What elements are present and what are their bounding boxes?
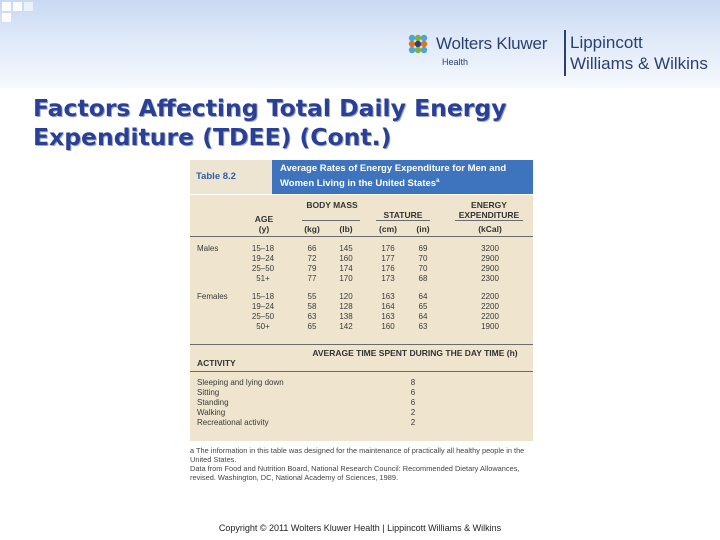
slide-title xyxy=(33,94,713,152)
table-row-male-4-cm: 173 xyxy=(381,274,395,283)
wolters-kluwer-logo-icon xyxy=(406,32,430,56)
stature-group-header: STATURE xyxy=(383,210,423,220)
table-row-male-3-age: 25–50 xyxy=(251,264,275,273)
header-band xyxy=(0,0,720,88)
stature-rule xyxy=(376,220,430,221)
activity-row-4-hours: 2 xyxy=(410,408,416,417)
activity-row-5-hours: 2 xyxy=(410,418,416,427)
table-row-female-3-lb: 138 xyxy=(339,312,353,321)
body-mass-rule xyxy=(302,220,360,221)
table-title-text: Average Rates of Energy Expenditure for Men and Women Living in the United States xyxy=(280,163,507,190)
table-row-female-3-in: 64 xyxy=(418,312,428,321)
table-row-male-4-lb: 170 xyxy=(339,274,353,283)
table-title xyxy=(280,163,530,190)
activity-column-header: ACTIVITY xyxy=(197,358,236,368)
column-header-age: AGE (y) xyxy=(254,214,274,234)
table-title-footnote-mark: a xyxy=(436,178,440,184)
energy-group-header: ENERGY EXPENDITURE xyxy=(458,200,520,220)
table-row-male-4-age: 51+ xyxy=(256,274,270,283)
group-label-males: Males xyxy=(197,244,219,253)
activity-top-rule xyxy=(190,344,533,345)
table-row-male-3-kg: 79 xyxy=(307,264,317,273)
table-row-male-2-age: 19–24 xyxy=(251,254,275,263)
table-row-male-2-kg: 72 xyxy=(307,254,317,263)
energy-expenditure-table xyxy=(187,158,533,494)
header-bottom-rule xyxy=(190,236,533,237)
table-row-female-1-cm: 163 xyxy=(381,292,395,301)
publisher-division: Health xyxy=(442,57,469,67)
time-column-header: AVERAGE TIME SPENT DURING THE DAY TIME (h) xyxy=(312,348,518,358)
table-row-female-3-age: 25–50 xyxy=(251,312,275,321)
table-row-female-2-age: 19–24 xyxy=(251,302,275,311)
body-mass-group-header: BODY MASS xyxy=(306,200,358,210)
table-row-female-4-kcal: 1900 xyxy=(481,322,499,331)
table-row-male-1-in: 69 xyxy=(418,244,428,253)
table-row-male-3-in: 70 xyxy=(418,264,428,273)
table-row-female-4-lb: 142 xyxy=(339,322,353,331)
table-footnote-2: Data from Food and Nutrition Board, National Research Council: Recommended Dietary Allowances, revised. Washington, DC, National Academy of Sciences, 1989. xyxy=(190,464,520,482)
table-row-male-4-in: 68 xyxy=(418,274,428,283)
publisher-logo xyxy=(406,30,718,78)
table-row-male-3-lb: 174 xyxy=(339,264,353,273)
table-row-male-3-kcal: 2900 xyxy=(481,264,499,273)
table-row-female-2-kg: 58 xyxy=(307,302,317,311)
table-row-male-1-kg: 66 xyxy=(307,244,317,253)
copyright-footer: Copyright © 2011 Wolters Kluwer Health | Lippincott Williams & Wilkins xyxy=(218,523,502,533)
column-header-lb: (lb) xyxy=(339,224,353,234)
table-row-female-2-in: 65 xyxy=(418,302,428,311)
activity-row-1-hours: 8 xyxy=(410,378,416,387)
table-number: Table 8.2 xyxy=(196,171,236,182)
table-number-tag xyxy=(190,160,272,194)
column-header-cm: (cm) xyxy=(379,224,397,234)
table-row-male-4-kg: 77 xyxy=(307,274,317,283)
table-row-female-3-kcal: 2200 xyxy=(481,312,499,321)
activity-row-5-label: Recreational activity xyxy=(197,418,269,427)
table-row-male-2-kcal: 2900 xyxy=(481,254,499,263)
table-row-male-1-lb: 145 xyxy=(339,244,353,253)
table-row-female-2-lb: 128 xyxy=(339,302,353,311)
table-row-female-4-age: 50+ xyxy=(256,322,270,331)
table-row-male-4-kcal: 2300 xyxy=(481,274,499,283)
activity-header-rule xyxy=(190,371,533,372)
group-label-females: Females xyxy=(197,292,228,301)
column-header-kg: (kg) xyxy=(304,224,320,234)
table-row-female-4-cm: 160 xyxy=(381,322,395,331)
imprint-line-2: Williams & Wilkins xyxy=(570,54,708,73)
slide-title-line-1: Factors Affecting Total Daily Energy xyxy=(33,94,507,122)
activity-row-1-label: Sleeping and lying down xyxy=(197,378,284,387)
table-row-female-1-kcal: 2200 xyxy=(481,292,499,301)
table-row-male-1-kcal: 3200 xyxy=(481,244,499,253)
activity-row-3-hours: 6 xyxy=(410,398,416,407)
logo-divider xyxy=(564,30,566,76)
table-row-male-2-in: 70 xyxy=(418,254,428,263)
energy-rule xyxy=(455,220,523,221)
activity-row-3-label: Standing xyxy=(197,398,229,407)
publisher-name: Wolters Kluwer xyxy=(436,34,548,53)
table-row-female-1-kg: 55 xyxy=(307,292,317,301)
table-row-female-4-kg: 65 xyxy=(307,322,317,331)
table-row-female-4-in: 63 xyxy=(418,322,428,331)
table-row-male-1-cm: 176 xyxy=(381,244,395,253)
table-row-female-1-in: 64 xyxy=(418,292,428,301)
corner-decoration xyxy=(0,0,40,24)
table-row-male-2-cm: 177 xyxy=(381,254,395,263)
table-row-female-3-kg: 63 xyxy=(307,312,317,321)
table-footnote-1: a The information in this table was designed for the maintenance of practically all healthy people in the United States. xyxy=(190,446,525,464)
table-row-male-3-cm: 176 xyxy=(381,264,395,273)
table-row-male-2-lb: 160 xyxy=(339,254,353,263)
table-row-female-2-cm: 164 xyxy=(381,302,395,311)
table-row-female-1-age: 15–18 xyxy=(251,292,275,301)
activity-row-4-label: Walking xyxy=(197,408,226,417)
table-row-female-1-lb: 120 xyxy=(339,292,353,301)
column-header-in: (in) xyxy=(416,224,430,234)
table-row-female-3-cm: 163 xyxy=(381,312,395,321)
column-header-kcal: (kCal) xyxy=(478,224,502,234)
table-row-female-2-kcal: 2200 xyxy=(481,302,499,311)
activity-row-2-label: Sitting xyxy=(197,388,220,397)
activity-row-2-hours: 6 xyxy=(410,388,416,397)
imprint-line-1: Lippincott xyxy=(570,33,643,52)
slide-title-line-2: Expenditure (TDEE) (Cont.) xyxy=(33,123,392,151)
table-row-male-1-age: 15–18 xyxy=(251,244,275,253)
